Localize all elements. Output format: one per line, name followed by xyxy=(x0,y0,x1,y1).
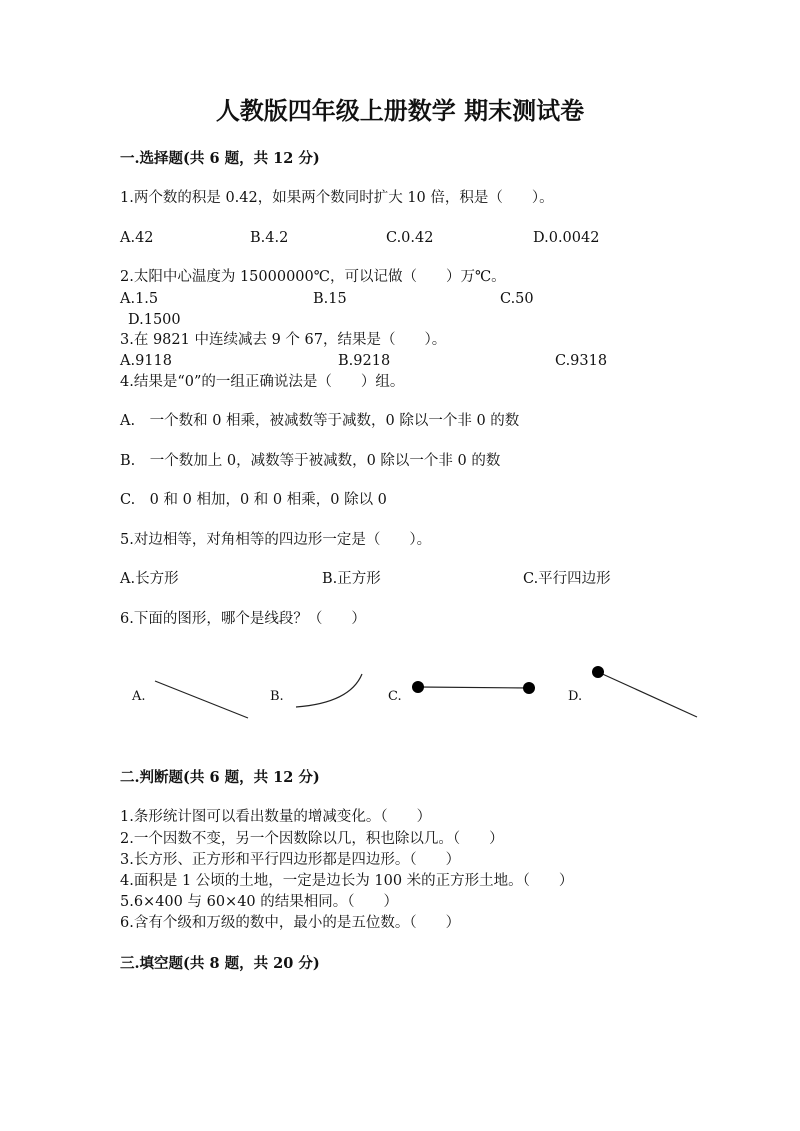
judgement-item-6: 6.含有个级和万级的数中，最小的是五位数。（ ） xyxy=(120,915,461,931)
figure-c-segment xyxy=(418,687,529,688)
question-3-option-a: A.9118 xyxy=(120,353,172,369)
question-4-stem: 4.结果是“0”的一组正确说法是（ ）组。 xyxy=(120,374,405,390)
question-2-option-d: D.1500 xyxy=(128,312,181,328)
question-1-option-a: A.42 xyxy=(120,230,154,246)
figure-label-d: D. xyxy=(568,689,583,704)
question-1-option-c: C.0.42 xyxy=(386,230,434,246)
figure-c-endpoint-right xyxy=(523,682,535,694)
question-2-option-c: C.50 xyxy=(500,291,534,307)
question-6-stem: 6.下面的图形，哪个是线段？（ ） xyxy=(120,611,366,627)
figure-label-a: A. xyxy=(132,689,146,704)
figure-label-b: B. xyxy=(270,689,284,704)
figure-d-endpoint xyxy=(592,666,604,678)
question-5-stem: 5.对边相等，对角相等的四边形一定是（ ）。 xyxy=(120,532,432,548)
figure-c-endpoint-left xyxy=(412,681,424,693)
question-5-option-b: B.正方形 xyxy=(322,571,381,587)
question-5-option-a: A.长方形 xyxy=(120,571,179,587)
question-1-option-d: D.0.0042 xyxy=(533,230,600,246)
question-1-stem: 1.两个数的积是 0.42，如果两个数同时扩大 10 倍，积是（ ）。 xyxy=(120,190,554,206)
section-heading-judgement: 二.判断题(共 6 题，共 12 分) xyxy=(120,769,320,786)
judgement-item-2: 2.一个因数不变，另一个因数除以几，积也除以几。（ ） xyxy=(120,831,504,847)
figure-a-line xyxy=(155,681,248,718)
question-5-option-c: C.平行四边形 xyxy=(523,571,611,587)
judgement-item-1: 1.条形统计图可以看出数量的增减变化。（ ） xyxy=(120,809,432,825)
figure-d-ray xyxy=(598,672,697,717)
question-2-option-b: B.15 xyxy=(313,291,347,307)
question-3-option-b: B.9218 xyxy=(338,353,391,369)
question-4-option-b: B. 一个数加上 0，减数等于被减数，0 除以一个非 0 的数 xyxy=(120,453,501,469)
figure-label-c: C. xyxy=(388,689,402,704)
question-2-option-a: A.1.5 xyxy=(120,291,159,307)
question-1-option-b: B.4.2 xyxy=(250,230,289,246)
section-heading-choice: 一.选择题(共 6 题，共 12 分) xyxy=(120,150,320,167)
question-3-option-c: C.9318 xyxy=(555,353,608,369)
question-4-option-a: A. 一个数和 0 相乘，被减数等于减数，0 除以一个非 0 的数 xyxy=(120,413,520,429)
judgement-item-4: 4.面积是 1 公顷的土地，一定是边长为 100 米的正方形土地。（ ） xyxy=(120,873,574,889)
question-2-stem: 2.太阳中心温度为 15000000℃，可以记做（ ）万℃。 xyxy=(120,269,506,285)
figure-b-curve xyxy=(296,674,362,707)
judgement-item-3: 3.长方形、正方形和平行四边形都是四边形。（ ） xyxy=(120,852,461,868)
question-4-option-c: C. 0 和 0 相加，0 和 0 相乘，0 除以 0 xyxy=(120,492,387,508)
judgement-item-5: 5.6×400 与 60×40 的结果相同。（ ） xyxy=(120,894,399,910)
section-heading-fill-blank: 三.填空题(共 8 题，共 20 分) xyxy=(120,955,320,972)
page-title: 人教版四年级上册数学 期末测试卷 xyxy=(215,96,585,125)
question-3-stem: 3.在 9821 中连续减去 9 个 67，结果是（ ）。 xyxy=(120,332,447,348)
